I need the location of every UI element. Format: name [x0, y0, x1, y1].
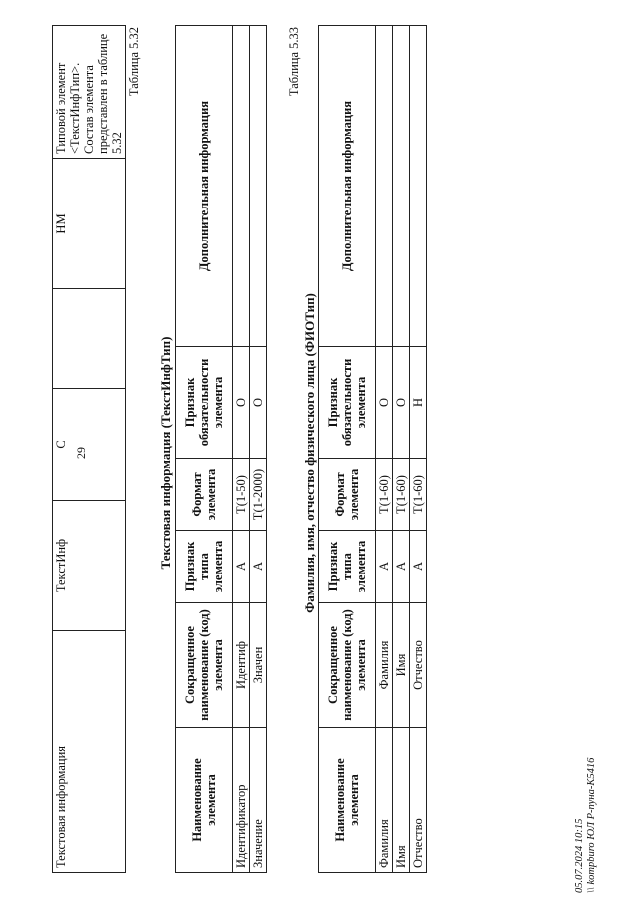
cell: О	[233, 347, 250, 459]
stamp-path: \\ kompburo ЮЛ Р-пуна-К5416	[586, 757, 597, 893]
cell: Идентиф	[233, 603, 250, 728]
col-header: Признак типа элемента	[176, 531, 233, 603]
table2	[318, 25, 427, 873]
cell-type: С	[53, 389, 126, 501]
cell: А	[250, 531, 267, 603]
table-row	[393, 26, 410, 873]
table-row	[376, 26, 393, 873]
table1-title: Текстовая информация (ТекстИнфТип)	[158, 336, 173, 570]
col-header: Наименование элемента	[176, 728, 233, 873]
cell	[250, 26, 267, 347]
cell: Фамилия	[376, 728, 393, 873]
cell: Отчество	[410, 603, 427, 728]
cell-note	[53, 26, 126, 159]
cell: О	[376, 347, 393, 459]
note-line: Состав элемента представлен в таблице 5.32	[82, 33, 124, 154]
col-header: Признак типа элемента	[319, 531, 376, 603]
table-row	[410, 26, 427, 873]
cell: Значен	[250, 603, 267, 728]
table1	[175, 25, 267, 873]
cell: А	[233, 531, 250, 603]
top-row-table	[52, 25, 126, 873]
col-header: Наименование элемента	[319, 728, 376, 873]
cell: Фамилия	[376, 603, 393, 728]
cell: Имя	[393, 728, 410, 873]
col-header: Сокращенное наименование (код) элемента	[176, 603, 233, 728]
cell: Значение	[250, 728, 267, 873]
cell: Имя	[393, 603, 410, 728]
col-header: Сокращенное наименование (код) элемента	[319, 603, 376, 728]
stamp-datetime: 05.07.2024 10:15	[574, 818, 585, 893]
col-header: Признак обязательности элемента	[176, 347, 233, 459]
table2-title: Фамилия, имя, отчество физического лица (ФИОТип)	[302, 293, 317, 613]
table-row	[250, 26, 267, 873]
col-header: Признак обязательности элемента	[319, 347, 376, 459]
cell	[410, 26, 427, 347]
table1-label: Таблица 5.32	[127, 27, 141, 97]
cell: Отчество	[410, 728, 427, 873]
col-header: Формат элемента	[176, 459, 233, 531]
cell-format	[53, 289, 126, 389]
cell: T(1-60)	[376, 459, 393, 531]
cell: А	[376, 531, 393, 603]
note-line: Типовой элемент <ТекстИнфТип>.	[54, 62, 82, 154]
cell: T(1-60)	[410, 459, 427, 531]
cell-code: ТекстИнф	[53, 501, 126, 631]
print-stamp	[574, 758, 598, 893]
cell	[376, 26, 393, 347]
table-header-row	[176, 26, 233, 873]
cell: T(1-50)	[233, 459, 250, 531]
cell-name: Текстовая информация	[53, 631, 126, 873]
table-row	[53, 26, 126, 873]
cell: Н	[410, 347, 427, 459]
col-header: Дополнительная информация	[176, 26, 233, 347]
table2-label: Таблица 5.33	[287, 27, 301, 97]
cell	[393, 26, 410, 347]
cell: T(1-60)	[393, 459, 410, 531]
cell: T(1-2000)	[250, 459, 267, 531]
cell: О	[250, 347, 267, 459]
page-number: 29	[74, 447, 88, 459]
table-row	[233, 26, 250, 873]
cell: А	[410, 531, 427, 603]
col-header: Формат элемента	[319, 459, 376, 531]
cell-required: НМ	[53, 159, 126, 289]
table-header-row	[319, 26, 376, 873]
cell: О	[393, 347, 410, 459]
col-header: Дополнительная информация	[319, 26, 376, 347]
cell: Идентификатор	[233, 728, 250, 873]
cell	[233, 26, 250, 347]
cell: А	[393, 531, 410, 603]
rotated-document-page	[40, 13, 600, 893]
